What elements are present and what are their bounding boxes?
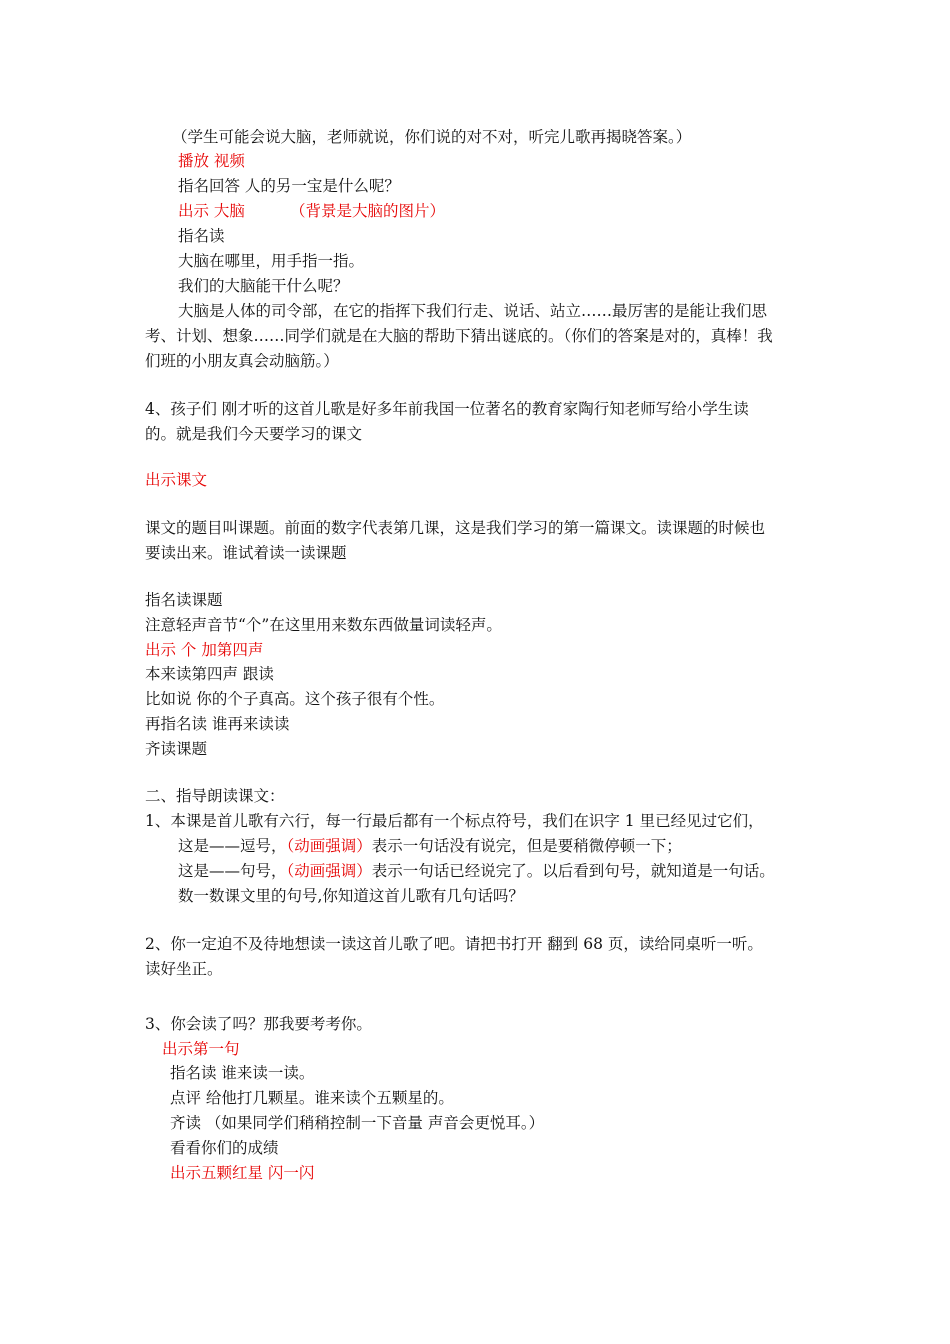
instruction-text: 出示五颗红星 闪一闪 xyxy=(170,1164,315,1182)
instruction-text: 出示课文 xyxy=(145,471,208,489)
instruction-text: 出示第一句 xyxy=(162,1040,240,1058)
text-line: 大脑是人体的司令部，在它的指挥下我们行走、说话、站立……最厉害的是能让我们思 xyxy=(178,302,768,320)
text-line xyxy=(178,859,775,883)
text-line: 我们的大脑能干什么呢？ xyxy=(178,277,349,295)
animation-note: （动画强调） xyxy=(286,837,372,855)
text-line: 2、你一定迫不及待地想读一读这首儿歌了吧。请把书打开 翻到 68 页，读给同桌听一听。 xyxy=(145,935,763,953)
text-line: 指名读 谁来读一读。 xyxy=(170,1064,315,1082)
text-line: 再指名读 谁再来读读 xyxy=(145,715,290,733)
text-line: 指名回答 人的另一宝是什么呢？ xyxy=(178,177,400,195)
text-segment: 这是——逗号， xyxy=(178,837,287,855)
text-line: 考、计划、想象……同学们就是在大脑的帮助下猜出谜底的。（你们的答案是对的，真棒！我 xyxy=(145,327,773,345)
instruction-text: 出示 个 加第四声 xyxy=(145,641,264,659)
text-line: 本来读第四声 跟读 xyxy=(145,665,274,683)
text-line: 指名读 xyxy=(178,227,225,245)
text-line: 读好坐正。 xyxy=(145,960,223,978)
section-heading: 二、指导朗读课文： xyxy=(145,787,285,805)
text-line: （学生可能会说大脑，老师就说，你们说的对不对，听完儿歌再揭晓答案。） xyxy=(172,128,692,146)
text-line: 点评 给他打几颗星。谁来读个五颗星的。 xyxy=(170,1089,454,1107)
text-line: 课文的题目叫课题。前面的数字代表第几课，这是我们学习的第一篇课文。读课题的时候也 xyxy=(145,519,766,537)
instruction-text: 出示 大脑 xyxy=(178,202,245,220)
text-line: 比如说 你的个子真高。这个孩子很有个性。 xyxy=(145,690,445,708)
text-segment: 表示一句话已经说完了。以后看到句号，就知道是一句话。 xyxy=(371,862,775,880)
text-line: 注意轻声音节“个”在这里用来数东西做量词读轻声。 xyxy=(145,616,502,634)
text-line: 看看你们的成绩 xyxy=(170,1139,279,1157)
text-line xyxy=(178,834,682,858)
text-line: 指名读课题 xyxy=(145,591,223,609)
text-line: 4、孩子们 刚才听的这首儿歌是好多年前我国一位著名的教育家陶行知老师写给小学生读 xyxy=(145,400,749,418)
text-segment: 这是——句号， xyxy=(178,862,287,880)
text-line: 齐读 （如果同学们稍稍控制一下音量 声音会更悦耳。） xyxy=(170,1114,545,1132)
instruction-text: （背景是大脑的图片） xyxy=(290,202,446,220)
text-line: 大脑在哪里，用手指一指。 xyxy=(178,252,365,270)
text-line: 3、你会读了吗？那我要考考你。 xyxy=(145,1015,372,1033)
text-line: 数一数课文里的句号,你知道这首儿歌有几句话吗？ xyxy=(178,887,524,905)
text-line: 们班的小朋友真会动脑筋。） xyxy=(145,352,339,370)
text-line: 要读出来。谁试着读一读课题 xyxy=(145,544,347,562)
animation-note: （动画强调） xyxy=(286,862,372,880)
text-segment: 表示一句话没有说完，但是要稍微停顿一下； xyxy=(371,837,682,855)
instruction-text: 播放 视频 xyxy=(178,152,245,170)
text-line: 的。就是我们今天要学习的课文 xyxy=(145,425,363,443)
text-line: 1、本课是首儿歌有六行，每一行最后都有一个标点符号，我们在识字 1 里已经见过它们， xyxy=(145,812,764,830)
text-line: 齐读课题 xyxy=(145,740,208,758)
